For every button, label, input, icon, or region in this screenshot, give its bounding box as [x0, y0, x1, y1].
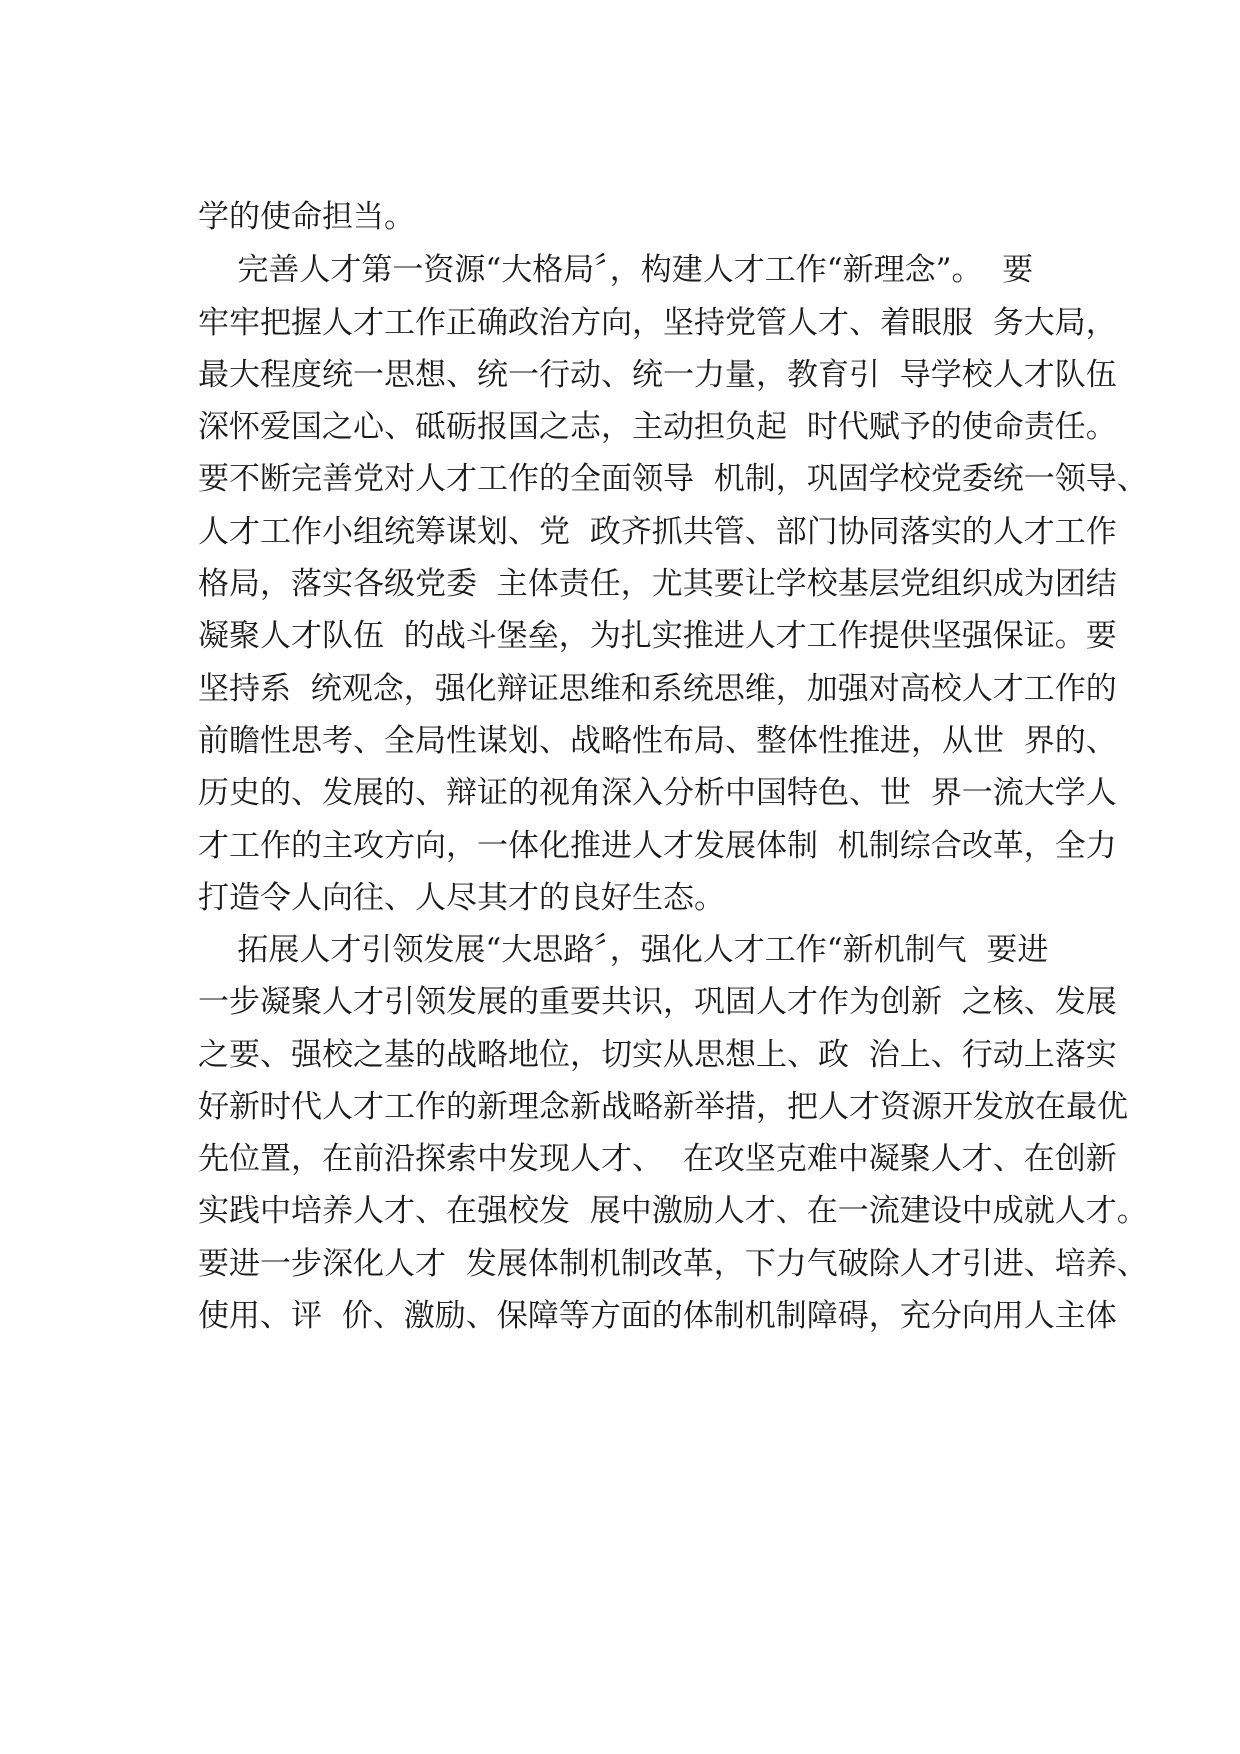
text-line: 深怀爱国之心、砥砺报国之志，主动担负起 时代赋予的使命责任。: [198, 409, 1117, 445]
text-line: 要进一步深化人才 发展体制机制改革，下力气破除人才引进、培养、: [198, 1246, 1148, 1282]
text-line: 格局，落实各级党委 主体责任，尤其要让学校基层党组织成为团结: [198, 566, 1117, 602]
text-line: 完善人才第一资源“大格局〞，构建人才工作“新理念”。 要: [198, 252, 1034, 288]
text-line: 坚持系 统观念，强化辩证思维和系统思维，加强对高校人才工作的: [198, 671, 1117, 707]
text-line: 牢牢把握人才工作正确政治方向，坚持党管人才、着眼服 务大局，: [198, 305, 1117, 341]
text-line: 实践中培养人才、在强校发 展中激励人才、在一流建设中成就人才。: [198, 1193, 1148, 1229]
text-line: 使用、评 价、激励、保障等方面的体制机制障碍，充分向用人主体: [198, 1298, 1117, 1334]
text-line: 好新时代人才工作的新理念新战略新举措，把人才资源开发放在最优: [198, 1089, 1128, 1125]
text-line: 一步凝聚人才引领发展的重要共识，巩固人才作为创新 之核、发展: [198, 984, 1117, 1020]
text-line: 学的使命担当。: [198, 199, 415, 235]
text-line: 打造令人向往、人尽其才的良好生态。: [198, 880, 725, 916]
text-line: 前瞻性思考、全局性谋划、战略性布局、整体性推进，从世 界的、: [198, 723, 1117, 759]
text-line: 先位置，在前沿探索中发现人才、 在攻坚克难中凝聚人才、在创新: [198, 1141, 1117, 1177]
text-line: 拓展人才引领发展“大思路〞，强化人才工作“新机制气 要进: [198, 932, 1049, 968]
text-line: 最大程度统一思想、统一行动、统一力量，教育引 导学校人才队伍: [198, 357, 1117, 393]
text-line: 要不断完善党对人才工作的全面领导 机制，巩固学校党委统一领导、: [198, 461, 1148, 497]
text-line: 凝聚人才队伍 的战斗堡垒，为扎实推进人才工作提供坚强保证。要: [198, 618, 1117, 654]
text-line: 之要、强校之基的战略地位，切实从思想上、政 治上、行动上落实: [198, 1037, 1117, 1073]
text-line: 历史的、发展的、辩证的视角深入分析中国特色、世 界一流大学人: [198, 775, 1117, 811]
text-line: 人才工作小组统筹谋划、党 政齐抓共管、部门协同落实的人才工作: [198, 514, 1117, 550]
text-line: 才工作的主攻方向，一体化推进人才发展体制 机制综合改革，全力: [198, 828, 1117, 864]
